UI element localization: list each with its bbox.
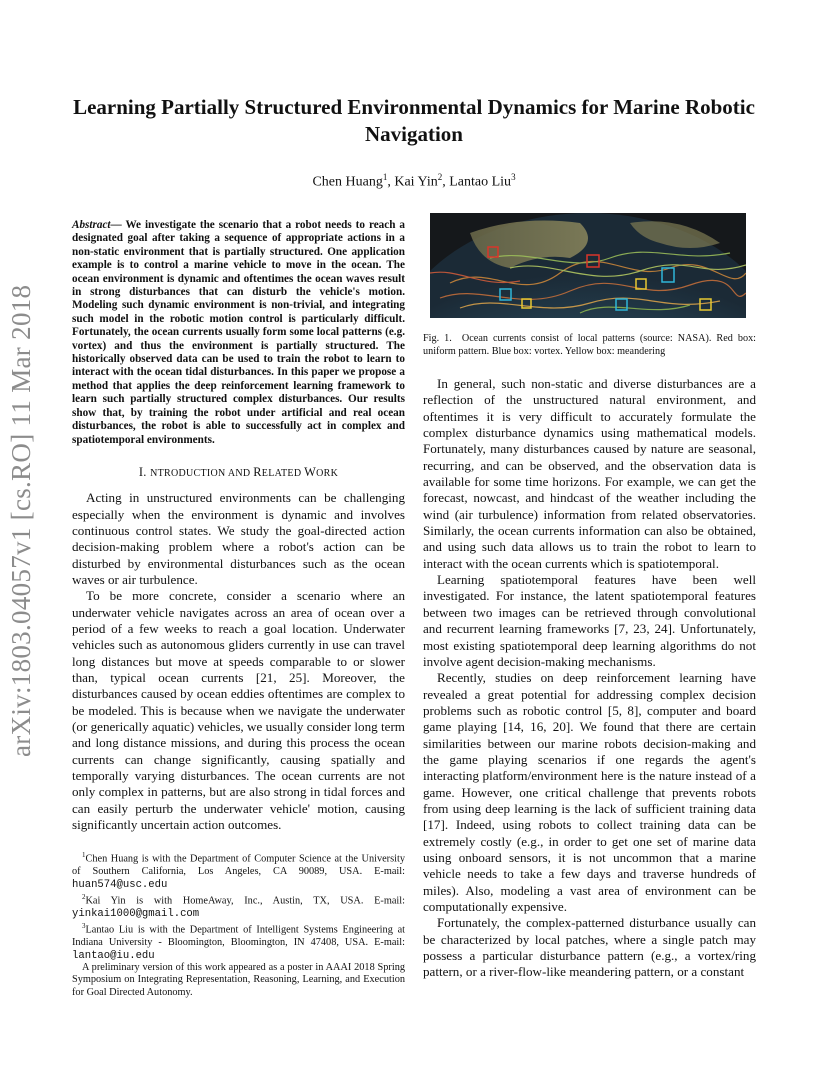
paragraph: Acting in unstructured environments can be challenging especially when the environment is dynamic and involves continuous control states. We study the goal-directed action decision-making problem where a robot's action can be disturbed by environmental disturbances such as the ocean waves or air turbulence. [72,490,405,587]
author-1-affil: 1 [382,172,388,182]
paragraph: Recently, studies on deep reinforcement learning have revealed a great potential for addressing complex decision problems such as robotic control [5, 8], computer and board game playing [14, 16, 20]. We found that there are certain similarities between our marine robots decision-making and the game playing scenarios if one regards the agent's interacting platform/environment here is the nature instead of a game. However, one critical challenge that prevents robots from using deep learning is the lack of sufficient training data [17]. Indeed, using robots to collect training data can be extremely costly (e.g., in order to get one set of marine data using onboard sensors, it is not uncommon that a marine vehicle needs to take a few days and traverse hundreds of miles). Also, modeling a vast area of environment can be computationally expensive. [423,670,756,914]
paragraph: To be more concrete, consider a scenario where an underwater vehicle navigates across an area of ocean over a period of a few weeks to reach a goal location. Underwater vehicles such as autonomous gliders currently in use can travel long distances but move at speeds comparable to or slower than, typical ocean currents [21, 25]. Moreover, the disturbances caused by ocean eddies oftentimes are complex to be modeled. This is because when we navigate the underwater (or generically aquatic) vehicles, we usually consider long term and long distance missions, and during this process the ocean currents can change significantly, causing spatially and temporally varying disturbances. The ocean currents are not only complex in patterns, but are also strong in tidal forces and can easily perturb the underwater vehicle' motion, causing significantly uncertain action outcomes. [72,588,405,833]
footnote-3: $^3$Lantao Liu is with the Department of Intelligent Systems Engineering at Indiana University - Bloomington, Bloomington, IN 47408, USA. E-mail: lantao@iu.edu [72,922,405,962]
caption-label: Fig. 1. [423,333,452,344]
footnote-2: $^2$Kai Yin is with HomeAway, Inc., Austin, TX, USA. E-mail: yinkai1000@gmail.com [72,893,405,920]
email-link[interactable]: huan574@usc.edu [72,878,168,891]
author-2-affil: 2 [437,172,443,182]
caption-text: Ocean currents consist of local patterns (source: NASA). Red box: uniform pattern. Blue box: vortex. Yellow box: meandering [423,333,757,357]
paper-title: Learning Partially Structured Environmental Dynamics for Marine Robotic Navigation [73,95,755,146]
footnote-4: A preliminary version of this work appeared as a poster in AAAI 2018 Spring Symposium on Integrating Representation, Reasoning, Learning, and Execution for Goal Directed Autonomy. [72,961,405,998]
abstract-text: — We investigate the scenario that a robot needs to reach a designated goal after taking a sequence of appropriate actions in a non-static environment that is partially structured. One application example is to control a marine vehicle to move in the ocean. The ocean environment is dynamic and oftentimes the ocean waves result in strong disturbances that can disturb the vehicle's motion. Modeling such dynamic environment is non-trivial, and integrating such model in the robotic motion control is particularly difficult. Fortunately, the ocean currents usually form some local patterns (e.g. vortex) and thus the environment is partially structured. The historically observed data can be used to train the robot to learn to interact with the ocean tidal disturbances. In this paper we propose a method that applies the deep reinforcement learning framework to learn such partially structured complex disturbances. Our results show that, by training the robot under artificial and real ocean disturbances, the robot is able to successfully act in complex and spatiotemporal environments. [72,219,405,446]
paragraph: Learning spatiotemporal features have been well investigated. For instance, the latent spatiotemporal features between two images can be retrieved through convolutional and recurrent learning frameworks [7, 23, 24]. Unfortunately, most existing spatiotemporal deep learning algorithms do not involve agent decision-making mechanisms. [423,572,756,669]
abstract [72,219,405,447]
author-1: Chen Huang [312,174,383,190]
author-line: Chen Huang$^1$, Kai Yin$^2$, Lantao Liu$^3$ [312,172,516,190]
arxiv-stamp: arXiv:1803.04057v1 [cs.RO] 11 Mar 2018 [6,284,36,757]
section-heading: I. NTRODUCTION AND RELATED WORK [138,464,339,479]
ocean-currents-figure [430,213,746,318]
author-3-affil: 3 [511,172,516,182]
abstract-lead: Abstract [72,219,111,231]
paragraph: In general, such non-static and diverse disturbances are a reflection of the unstructured natural environment, and oftentimes it is very difficult to accurately formulate the complex disturbance dynamics using mathematical models. Fortunately, many disturbances caused by nature are seasonal, recurring, and can be observed, and the observation data is available for some time horizons. For example, we can get the forecast, nowcast, and hindcast of the weather including the wind (air turbulence) information from related observatories. Similarly, the ocean currents information can also be obtained, and using such data allows us to train the robot to learn to interact with the ocean currents which is spatiotemporal. [423,376,756,571]
author-2: Kai Yin [394,174,438,190]
author-3: Lantao Liu [449,174,512,190]
left-column [72,219,405,999]
ocean-currents-image [430,213,746,318]
footnote-1: $^1$Chen Huang is with the Department of Computer Science at the University of Southern California, Los Angeles, CA 90089, USA. E-mail: huan574@usc.edu [72,851,405,891]
email-link[interactable]: yinkai1000@gmail.com [72,907,200,920]
email-link[interactable]: lantao@iu.edu [72,949,155,962]
paragraph: Fortunately, the complex-patterned disturbance usually can be characterized by local patches, where a single patch may possess a particular disturbance pattern (e.g., a vortex/ring pattern, or a river-flow-like meandering pattern, or a constant [423,915,756,980]
right-column [423,376,756,981]
footnotes [72,849,405,999]
figure-caption [423,333,756,358]
